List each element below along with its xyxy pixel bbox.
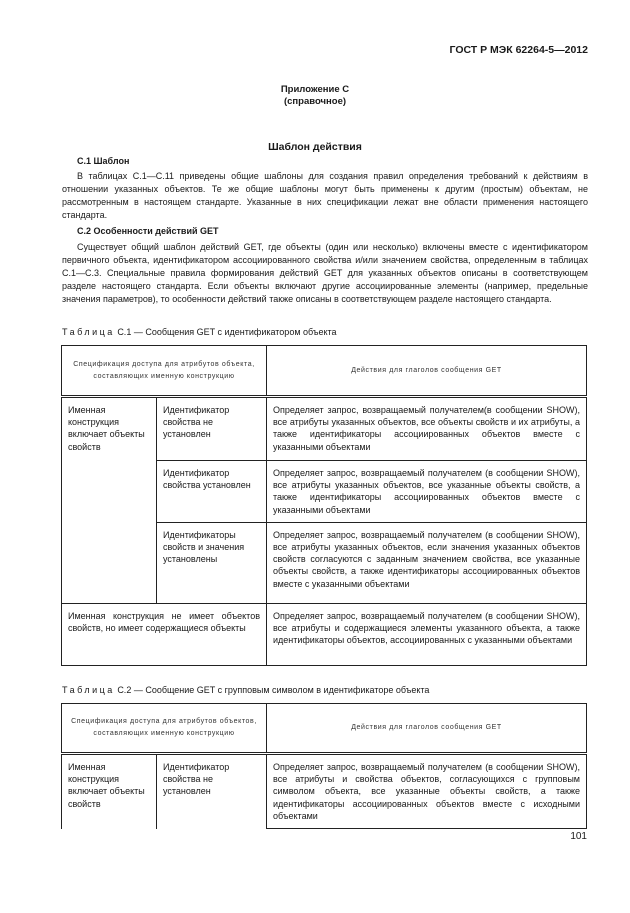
cond-cell: Идентификатор свойства установлен (157, 461, 267, 523)
s2-heading: С.2 Особенности действий GET (77, 226, 219, 236)
group-cell: Именная конструкция включает объекты свойств (62, 397, 157, 604)
table-c1 (61, 345, 587, 666)
table2-caption (62, 685, 429, 695)
s1-heading: С.1 Шаблон (77, 156, 130, 166)
caption-text: С.1 — Сообщения GET с идентификатором объекта (117, 327, 337, 337)
appendix-title: Приложение С (280, 84, 350, 95)
header-spec: Спецификация доступа для атрибутов объекта, составляющих именную конструкцию (62, 346, 267, 397)
table-c2 (61, 703, 587, 829)
caption-word: Таблица (62, 327, 115, 337)
action-cell: Определяет запрос, возвращаемый получателем (в сообщении SHOW), все атрибуты и содержащиеся элементы указанного объекта, а также идентификаторы объектов, ассоциированных с указанными объектами (267, 603, 587, 665)
action-cell: Определяет запрос, возвращаемый получателем (в сообщении SHOW), все атрибуты указанных объектов, если значения указанных объектов свойств согласуются с заданным значением свойства, все указанные объекты свойств, а также идентификаторы ассоциированных объектов вместе с указанными объектами (267, 522, 587, 603)
cond-cell: Идентификатор свойства не установлен (157, 397, 267, 461)
s1-paragraph: В таблицах С.1—С.11 приведены общие шаблоны для создания правил определения требований к действиям в отношении указанных объектов. Те же общие шаблоны могут быть применены к другим (простым) объектам, не рассмотренным в настоящем стандарте. Указанные в них спецификации лежат вне области применения настоящего стандарта. (62, 171, 588, 220)
header-spec: Спецификация доступа для атрибутов объектов, составляющих именную конструкцию (62, 704, 267, 754)
page-number: 101 (570, 831, 587, 842)
header-actions: Действия для глаголов сообщения GET (267, 704, 587, 754)
table1-caption (62, 327, 337, 337)
caption-word: Таблица (62, 685, 115, 695)
action-cell: Определяет запрос, возвращаемый получателем (в сообщении SHOW), все атрибуты указанных объектов, все указанные объекты свойств, а также идентификаторы ассоциированных объектов вместе с указанными объектами (267, 461, 587, 523)
cond-cell: Идентификатор свойства не установлен (157, 754, 267, 829)
action-cell: Определяет запрос, возвращаемый получателем (в сообщении SHOW), все атрибуты и свойства объектов, согласующихся с групповым символом объекта, все указанные объекты свойств, а также идентификаторы ассоциированных объектов вместе с исходными объектами (267, 754, 587, 829)
section-title: Шаблон действия (268, 141, 362, 153)
header-actions: Действия для глаголов сообщения GET (267, 346, 587, 397)
action-cell: Определяет запрос, возвращаемый получателем(в сообщении SHOW), все атрибуты указанных объектов, все объекты свойств и их атрибуты, а также идентификаторы ассоциированных объектов вместе с указанными объектами (267, 397, 587, 461)
caption-text: С.2 — Сообщение GET с групповым символом в идентификаторе объекта (117, 685, 430, 695)
cond-cell: Идентификаторы свойств и значения установлены (157, 522, 267, 603)
s2-paragraph: Существует общий шаблон действий GET, где объекты (один или несколько) включены вместе с идентификатором первичного объекта, идентификатором ассоциированного свойства и/или значением свойства, определенным в таблицах С.1—С.3. Специальные правила формирования действий GET для указанных объектов описаны в соответствующем разделе настоящего стандарта. Если объекты включают другие ассоциированные элементы (например, предельные значения параметров), то особенности действий также описаны в соответствующем разделе настоящего стандарта. (62, 242, 588, 304)
cond-cell: Именная конструкция не имеет объектов свойств, но имеет содержащиеся объекты (62, 603, 267, 665)
appendix-note: (справочное) (283, 96, 347, 107)
document-header: ГОСТ Р МЭК 62264-5—2012 (449, 44, 588, 56)
group-cell: Именная конструкция включает объекты свойств (62, 754, 157, 829)
